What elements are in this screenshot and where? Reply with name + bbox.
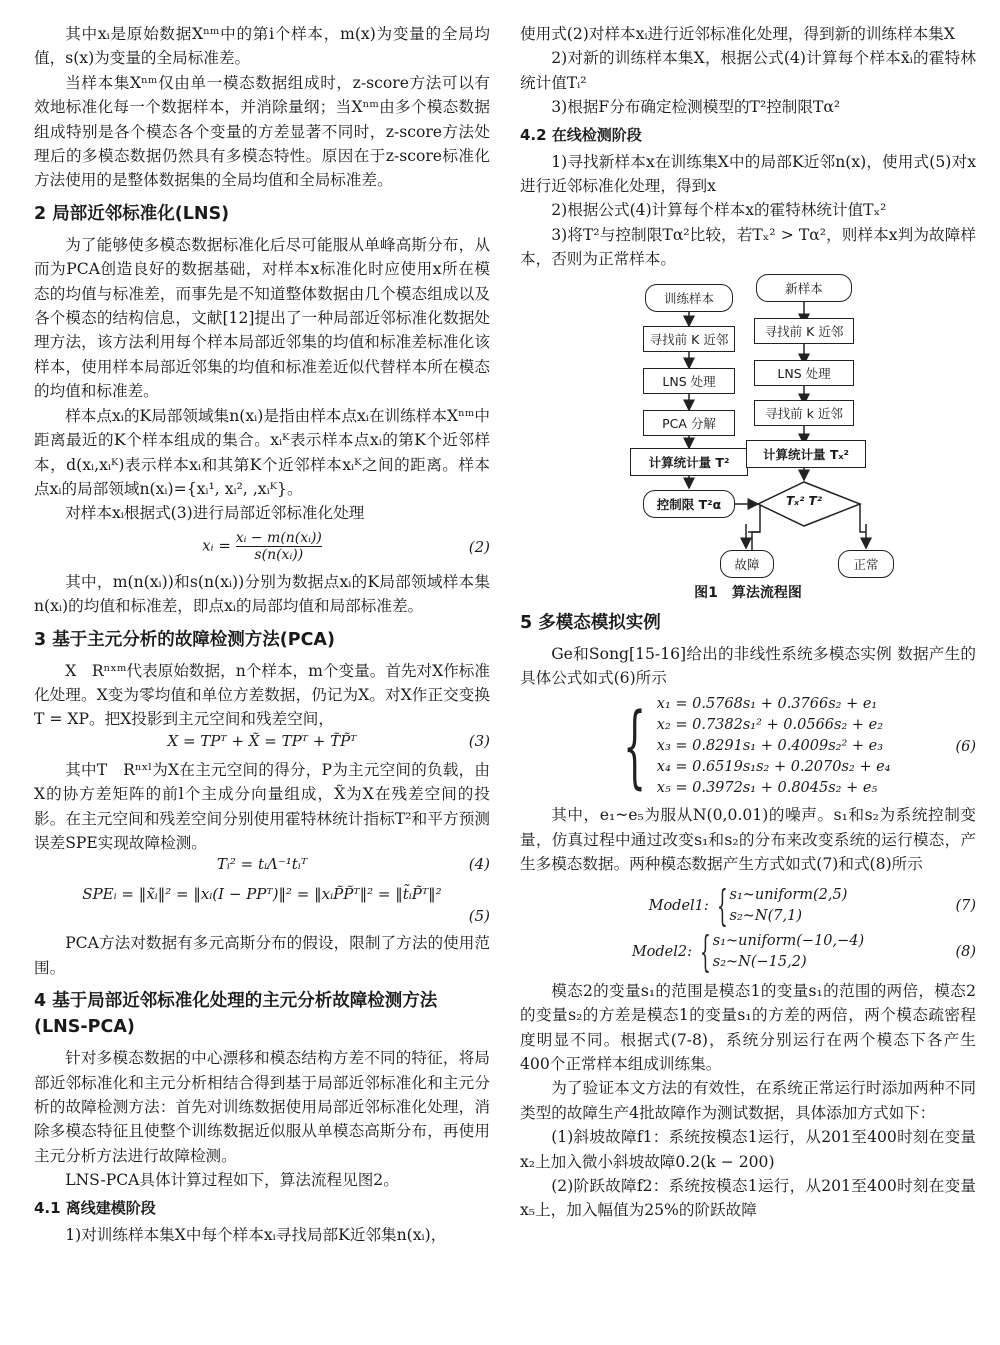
paragraph: 为了能够使多模态数据标准化后尽可能服从单峰高斯分布，从而为PCA创造良好的数据基础，对样本x标准化时应使用x所在模态的均值与标准差，而事先是不知道整体数据由几个模态组成以及各个模态的结构信息，文献[12]提出了一种局部近邻标准化数据处理方法，该方法利用每个样本局部近邻集的均值和标准差标准化该样本，使用样本局部近邻集的均值和标准差近似代替样本所在模态的均值和标准差。 bbox=[34, 235, 490, 401]
equation-4 bbox=[34, 855, 490, 881]
fault-node: 故障 bbox=[720, 550, 774, 578]
equation-fraction bbox=[236, 530, 322, 563]
subsection-heading: 4.1 离线建模阶段 bbox=[34, 1198, 156, 1217]
paragraph: 对样本xᵢ根据式(3)进行局部近邻标准化处理 bbox=[65, 504, 365, 523]
paragraph: 3)将T²与控制限Tα²比较，若Tₓ² > Tα²，则样本x判为故障样本，否则为正常样本。 bbox=[520, 225, 976, 269]
equation-line: s₁~uniform(2,5) bbox=[729, 886, 848, 903]
paragraph: 使用式(2)对样本xᵢ进行近邻标准化处理，得到新的训练样本集X bbox=[520, 25, 955, 43]
section-heading: 4 基于局部近邻标准化处理的主元分析故障检测方法(LNS-PCA) bbox=[34, 991, 438, 1038]
equation-5 bbox=[34, 881, 490, 931]
paragraph: 模态2的变量s₁的范围是模态1的变量s₁的范围的两倍，模态2的变量s₂的方差是模态1的变量s₁的方差的两倍，两个模态疏密程度明显不同。根据式(7-8)，系统分别运行在两个模态下各产生400个正常样本组成训练集。 bbox=[520, 981, 976, 1073]
train-sample-node: 训练样本 bbox=[645, 284, 733, 312]
paragraph: 2)对新的训练样本集X，根据公式(4)计算每个样本x̄ᵢ的霍特林统计值Tᵢ² bbox=[520, 49, 976, 92]
paragraph: (2)阶跃故障f2：系统按模态1运行，从201至400时刻在变量x₅上，加入幅值为25%的阶跃故障 bbox=[520, 1176, 976, 1220]
equation-line: s₂~N(−15,2) bbox=[712, 953, 807, 970]
fraction-numerator: xᵢ − m(n(xᵢ)) bbox=[235, 529, 322, 546]
pca-node: PCA 分解 bbox=[643, 410, 735, 436]
equation-2 bbox=[34, 526, 490, 570]
equation-body: X = TPᵀ + X̃ = TPᵀ + T̃P̃ᵀ bbox=[167, 731, 357, 750]
equation-line: x₄ = 0.6519s₁s₂ + 0.2070s₂ + e₄ bbox=[656, 759, 891, 776]
section-heading: 5 多模态模拟实例 bbox=[520, 612, 661, 633]
equation-line: x₁ = 0.5768s₁ + 0.3766s₂ + e₁ bbox=[656, 696, 878, 713]
new-sample-node: 新样本 bbox=[756, 274, 852, 302]
equation-line: s₁~uniform(−10,−4) bbox=[712, 932, 865, 949]
figure-caption: 图1 算法流程图 bbox=[694, 584, 802, 601]
equation-number: (8) bbox=[955, 943, 976, 960]
left-brace: { bbox=[700, 926, 711, 976]
right-column bbox=[520, 22, 976, 1223]
paragraph: LNS-PCA具体计算过程如下，算法流程见图2。 bbox=[65, 1171, 399, 1190]
flowchart-arrows bbox=[520, 272, 976, 572]
decision-label: Tₓ² T² bbox=[785, 493, 822, 508]
equation-7 bbox=[520, 880, 976, 930]
subsection-heading: 4.2 在线检测阶段 bbox=[520, 125, 642, 144]
equation-number: (7) bbox=[955, 897, 976, 914]
paragraph: 为了验证本文方法的有效性，在系统正常运行时添加两种不同类型的故障生产4批故障作为测试数据，具体添加方式如下： bbox=[520, 1079, 976, 1122]
equation-body: SPEᵢ = ‖x̃ᵢ‖² = ‖xᵢ(I − PPᵀ)‖² = ‖xᵢP̃P̃ᵀ‖² = ‖t̃ᵢP̃ᵀ‖² bbox=[82, 885, 442, 904]
paragraph: 针对多模态数据的中心漂移和模态结构方差不同的特征，将局部近邻标准化和主元分析相结合得到基于局部近邻标准化和主元分析的故障检测方法：首先对训练数据使用局部近邻标准化处理，消除多模态特征且使整个训练数据近似服从单模态高斯分布，再使用主元分析方法进行故障检测。 bbox=[34, 1049, 490, 1165]
statistic-node: 计算统计量 Tₓ² bbox=[746, 440, 866, 468]
statistic-node: 计算统计量 T² bbox=[630, 448, 748, 476]
left-brace: { bbox=[716, 880, 728, 930]
left-column bbox=[34, 22, 490, 1247]
model-label: Model2: bbox=[631, 943, 693, 960]
equation-number: (3) bbox=[468, 731, 490, 750]
equation-number: (6) bbox=[955, 738, 976, 755]
equation-6 bbox=[520, 694, 976, 799]
model-label: Model1: bbox=[648, 897, 709, 914]
paragraph: Ge和Song[15-16]给出的非线性系统多模态实例 数据产生的具体公式如式(6)所示 bbox=[520, 644, 976, 688]
paragraph: 其中，e₁~e₅为服从N(0,0.01)的噪声。s₁和s₂为系统控制变量，仿真过程中通过改变s₁和s₂的分布来改变系统的运行模态，产生多模态数据。两种模态数据产生方式如式(7)和式(8)所示 bbox=[520, 806, 976, 874]
control-limit-node: 控制限 T²α bbox=[643, 490, 735, 518]
paragraph: PCA方法对数据有多元高斯分布的假设，限制了方法的使用范围。 bbox=[34, 934, 490, 977]
equation-3 bbox=[34, 732, 490, 758]
lns-node: LNS 处理 bbox=[754, 360, 854, 386]
paragraph: 样本点xᵢ的K局部领域集n(xᵢ)是指由样本点xᵢ在训练样本Xⁿᵐ中距离最近的K个样本组成的集合。xᵢᴷ表示样本点xᵢ的第K个近邻样本，d(xᵢ,xᵢᴷ)表示样本xᵢ和其第K个近邻样本xᵢᴷ之间的距离。样本点xᵢ的局部领域n(xᵢ)={xᵢ¹, xᵢ², ,xᵢᴷ}。 bbox=[34, 406, 490, 498]
equation-line: x₅ = 0.3972s₁ + 0.8045s₂ + e₅ bbox=[656, 780, 878, 797]
fraction-denominator: s(n(xᵢ)) bbox=[254, 546, 304, 563]
paragraph: 1)对训练样本集X中每个样本xᵢ寻找局部K近邻集n(xᵢ)， bbox=[65, 1225, 447, 1244]
normal-node: 正常 bbox=[838, 550, 894, 578]
knn-small-node: 寻找前 k 近邻 bbox=[754, 400, 854, 426]
equation-8 bbox=[520, 926, 976, 976]
paragraph: 其中，m(n(xᵢ))和s(n(xᵢ))分别为数据点xᵢ的K局部领域样本集n(xᵢ)的均值和标准差，即点xᵢ的局部均值和局部标准差。 bbox=[34, 572, 490, 616]
left-brace: { bbox=[622, 693, 646, 799]
equation-line: s₂~N(7,1) bbox=[729, 907, 802, 924]
knn-node: 寻找前 K 近邻 bbox=[754, 318, 854, 344]
paragraph: 当样本集Xⁿᵐ仅由单一模态数据组成时，z-score方法可以有效地标准化每一个数据样本，并消除量纲；当Xⁿᵐ由多个模态数据组成特别是各个模态各个变量的方差显著不同时，z-score方法处理后的多模态数据仍然具有多模态特性。原因在于z-score标准化方法使用的是整体数据集的全局均值和全局标准差。 bbox=[34, 73, 490, 190]
paragraph: 其中xᵢ是原始数据Xⁿᵐ中的第i个样本，m(x)为变量的全局均值，s(x)为变量的全局标准差。 bbox=[34, 25, 490, 68]
knn-node: 寻找前 K 近邻 bbox=[643, 326, 735, 352]
paragraph: (1)斜坡故障f1：系统按模态1运行，从201至400时刻在变量x₂上加入微小斜坡故障0.2(k − 200) bbox=[520, 1128, 976, 1171]
equation-number: (4) bbox=[468, 855, 490, 874]
equation-number: (2) bbox=[468, 537, 490, 556]
flowchart-figure bbox=[520, 272, 976, 602]
equation-line: x₃ = 0.8291s₁ + 0.4009s₂² + e₃ bbox=[656, 738, 884, 755]
paragraph: 其中T Rⁿˣˡ为X在主元空间的得分，P为主元空间的负载，由X的协方差矩阵的前l个主成分向量组成，X̃为X在残差空间的投影。在主元空间和残差空间分别使用霍特林统计指标T²和平方预测误差SPE实现故障检测。 bbox=[34, 760, 490, 852]
lns-node: LNS 处理 bbox=[643, 368, 735, 394]
equation-number: (5) bbox=[468, 907, 490, 926]
section-heading: 2 局部近邻标准化(LNS) bbox=[34, 203, 230, 224]
paragraph: X Rⁿˣᵐ代表原始数据，n个样本，m个变量。首先对X作标准化处理。X变为零均值和单位方差数据，仍记为X。对X作正交变换T = XP。把X投影到主元空间和残差空间， bbox=[34, 661, 490, 729]
equation-line: x₂ = 0.7382s₁² + 0.0566s₂ + e₂ bbox=[656, 717, 884, 734]
equation-lhs: xᵢ = bbox=[202, 536, 231, 555]
paragraph: 1)寻找新样本x在训练集X中的局部K近邻n(x)，使用式(5)对x进行近邻标准化处理，得到x bbox=[520, 152, 976, 196]
section-heading: 3 基于主元分析的故障检测方法(PCA) bbox=[34, 629, 335, 650]
paragraph: 3)根据F分布确定检测模型的T²控制限Tα² bbox=[551, 98, 841, 117]
equation-body: Tᵢ² = tᵢΛ⁻¹tᵢᵀ bbox=[216, 855, 308, 874]
paragraph: 2)根据公式(4)计算每个样本x的霍特林统计值Tₓ² bbox=[551, 201, 887, 220]
